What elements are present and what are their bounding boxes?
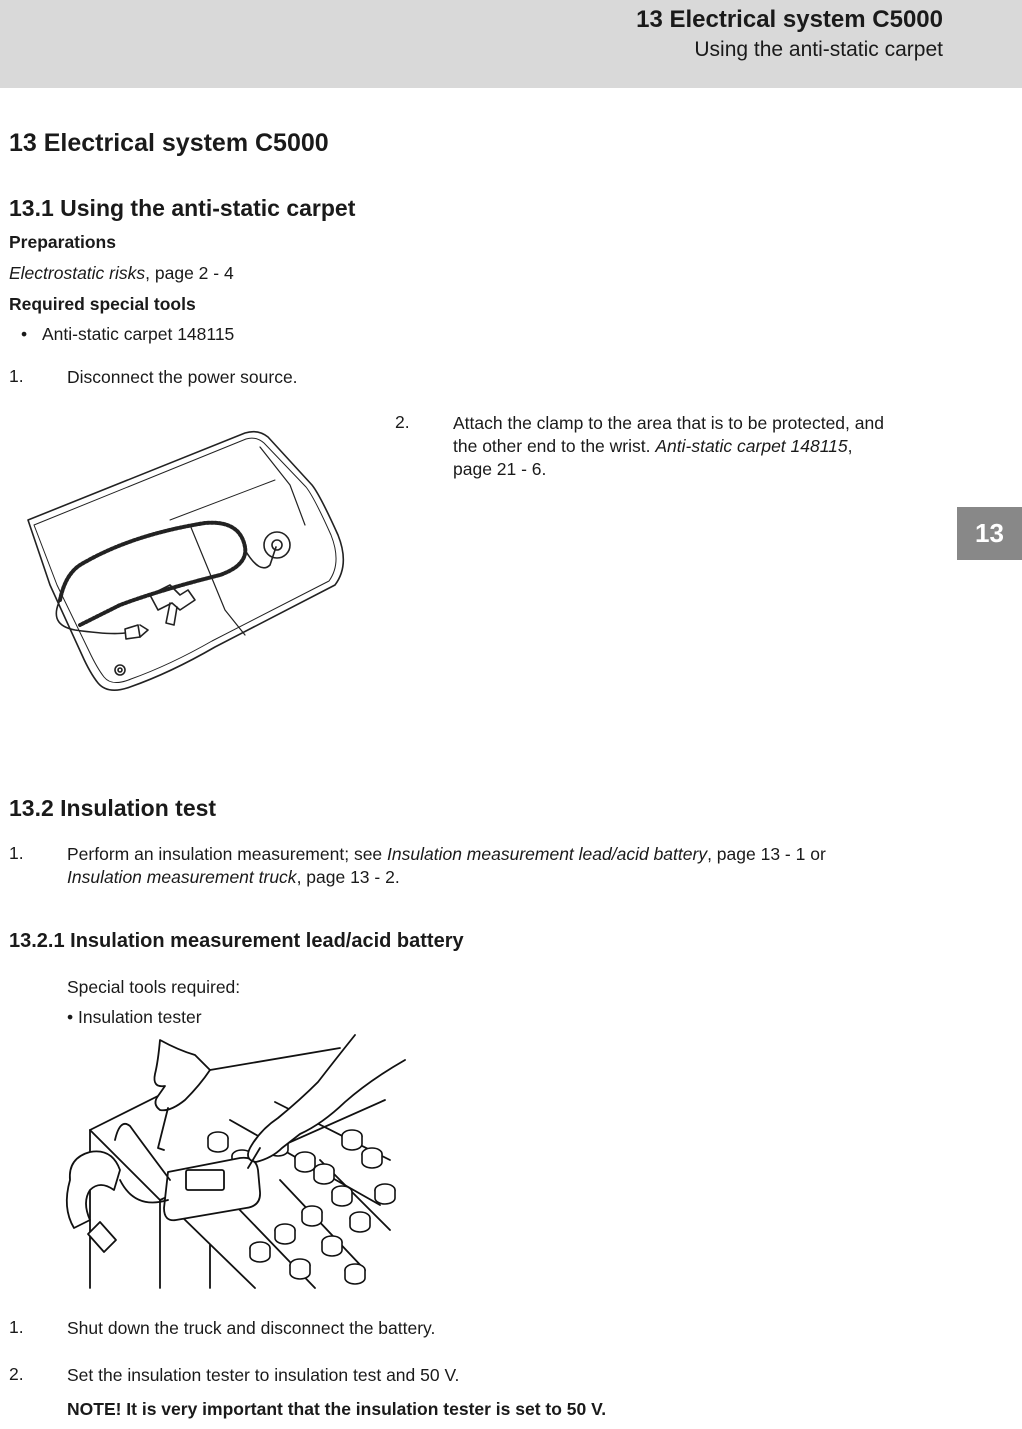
preparations-ref-link[interactable]: Electrostatic risks <box>9 263 146 283</box>
preparations-reference <box>9 262 234 285</box>
required-tools-label: Required special tools <box>9 294 196 314</box>
step-number: 2. <box>9 1364 24 1384</box>
step-number: 1. <box>9 366 24 386</box>
page-header <box>0 0 1022 88</box>
tool-item: Anti-static carpet 148115 <box>42 324 235 344</box>
note-text: NOTE! It is very important that the insulation tester is set to 50 V. <box>67 1399 607 1419</box>
step-line: page 21 - 6. <box>453 459 547 479</box>
tool-bullet: • <box>21 324 28 344</box>
step-line-pre: the other end to the wrist. <box>453 436 656 456</box>
step-line-pre: Perform an insulation measurement; see <box>67 844 388 864</box>
step-line <box>67 866 826 889</box>
step-line <box>453 435 884 458</box>
step-text: Set the insulation tester to insulation test and 50 V. <box>67 1365 460 1385</box>
step-text: Shut down the truck and disconnect the battery. <box>67 1318 436 1338</box>
step-line-mid: , page 13 - 1 or <box>707 844 826 864</box>
step-number: 1. <box>9 843 24 863</box>
chapter-tab: 13 <box>957 507 1022 560</box>
section-13-1-title: 13.1 Using the anti-static carpet <box>9 195 356 221</box>
insulation-tester-battery-illustration <box>60 1030 420 1295</box>
header-section-title: Using the anti-static carpet <box>694 38 943 61</box>
step-line-post: , <box>847 436 853 456</box>
special-tools-label: Special tools required: <box>67 977 241 997</box>
section-13-2-1-title: 13.2.1 Insulation measurement lead/acid battery <box>9 930 464 952</box>
insulation-truck-link[interactable]: Insulation measurement truck <box>67 867 297 887</box>
step-text: Disconnect the power source. <box>67 367 298 387</box>
preparations-label: Preparations <box>9 232 116 252</box>
step-number: 2. <box>395 412 410 432</box>
anti-static-carpet-illustration <box>20 425 360 695</box>
step-text-multiline <box>453 412 884 481</box>
anti-static-carpet-link[interactable]: Anti-static carpet 148115 <box>655 436 848 456</box>
step-line <box>67 843 826 866</box>
section-13-2-title: 13.2 Insulation test <box>9 795 217 821</box>
tool-item: • Insulation tester <box>67 1007 202 1027</box>
insulation-lead-acid-link[interactable]: Insulation measurement lead/acid battery <box>387 844 708 864</box>
preparations-ref-page: , page 2 - 4 <box>145 263 234 283</box>
chapter-title: 13 Electrical system C5000 <box>9 129 329 157</box>
step-number: 1. <box>9 1317 24 1337</box>
step-line: Attach the clamp to the area that is to be protected, and <box>453 413 884 433</box>
header-chapter-title: 13 Electrical system C5000 <box>636 6 943 33</box>
step-line-post: , page 13 - 2. <box>296 867 400 887</box>
step-text-multiline <box>67 843 826 889</box>
